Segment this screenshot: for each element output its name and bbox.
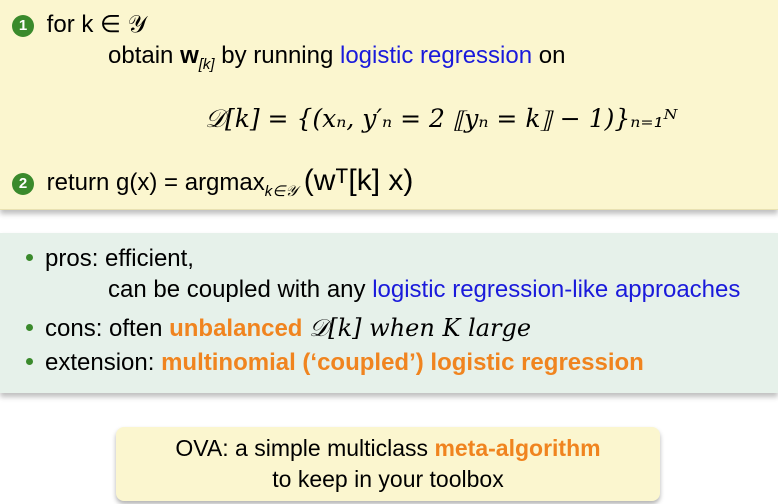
step-1-text: for k ∈ 𝒴 xyxy=(46,11,147,38)
bullet-icon xyxy=(26,254,33,261)
note-text: OVA: a simple multiclass xyxy=(175,435,429,461)
pros-item xyxy=(26,245,194,273)
pros-cont-highlight: logistic regression-like approaches xyxy=(372,276,741,303)
by-running-text: by running xyxy=(221,42,334,69)
pros-label: pros: efficient, xyxy=(45,245,194,272)
algorithm-box xyxy=(0,0,778,210)
note-line-2: to keep in your toolbox xyxy=(272,466,504,492)
pros-cons-box xyxy=(0,233,778,393)
bullet-icon xyxy=(26,358,33,365)
note-highlight: meta-algorithm xyxy=(434,435,601,461)
step-1-line xyxy=(12,10,146,39)
step-2-tail: (wᵀ[k] x) xyxy=(303,164,414,197)
extension-item xyxy=(26,349,644,377)
step-2-subscript: k∈𝒴 xyxy=(264,182,298,200)
cons-item xyxy=(26,314,531,343)
step-1-obtain-line xyxy=(108,42,565,73)
step-2-line xyxy=(12,164,413,200)
cons-tail: 𝒟[k] when K large xyxy=(309,314,532,342)
obtain-text: obtain xyxy=(108,42,174,69)
method-link: logistic regression xyxy=(340,42,533,69)
pros-continuation xyxy=(108,276,740,304)
dataset-formula: 𝒟[k] = {(xₙ, y′ₙ = 2 ⟦yₙ = k⟧ − 1)}ₙ₌₁ᴺ xyxy=(205,104,678,133)
bullet-icon xyxy=(26,324,33,331)
w-symbol: w xyxy=(180,42,199,69)
note-line-1 xyxy=(116,433,660,464)
cons-label: cons: often xyxy=(45,315,163,342)
cons-highlight: unbalanced xyxy=(169,315,303,342)
pros-cont-text: can be coupled with any xyxy=(108,276,366,303)
extension-label: extension: xyxy=(45,349,155,376)
step-2-text: return g(x) = argmax xyxy=(46,169,265,196)
step-1-number: 1 xyxy=(12,15,34,37)
step-2-number: 2 xyxy=(12,173,34,195)
on-text: on xyxy=(538,42,566,69)
extension-highlight: multinomial (‘coupled’) logistic regression xyxy=(161,349,644,376)
w-subscript: [k] xyxy=(198,55,215,73)
summary-note xyxy=(116,427,660,501)
